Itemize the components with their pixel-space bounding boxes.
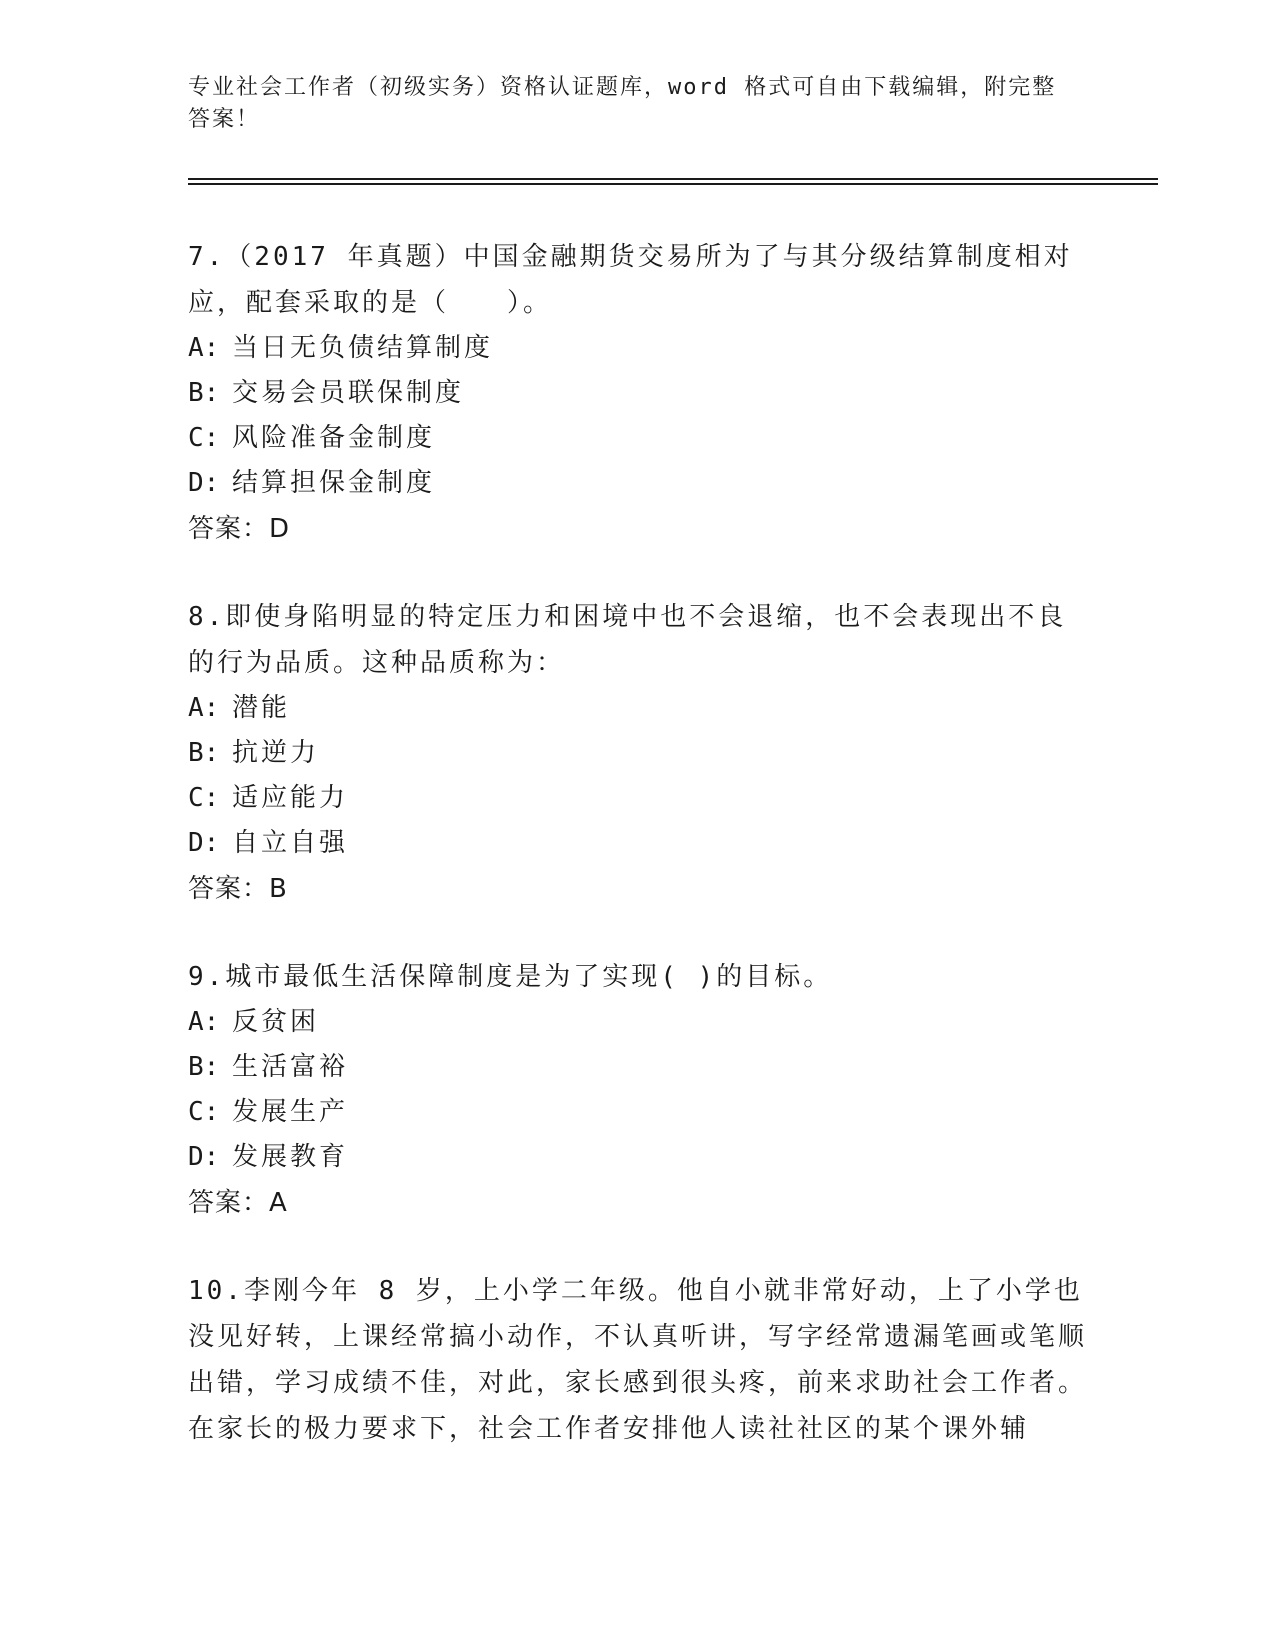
option-text: 生活富裕 (232, 1052, 349, 1082)
question-text: 7.（2017 年真题）中国金融期货交易所为了与其分级结算制度相对应，配套采取的是（ ）。 (188, 242, 1073, 318)
question-8 (188, 594, 1088, 912)
option-text: 发展生产 (232, 1097, 349, 1127)
option-letter: D: (188, 828, 220, 858)
option-text: 抗逆力 (232, 738, 320, 768)
answer-line (188, 506, 1088, 552)
option-b (188, 371, 1088, 416)
option-d (188, 1135, 1088, 1180)
answer-label: 答案： (188, 874, 270, 904)
page-header: 专业社会工作者（初级实务）资格认证题库，word 格式可自由下载编辑，附完整答案！ (188, 75, 1057, 132)
option-letter: A: (188, 333, 220, 363)
question-list (188, 234, 1088, 1494)
question-9 (188, 954, 1088, 1226)
answer-label: 答案： (188, 1188, 270, 1218)
question-text: 9.城市最低生活保障制度是为了实现( )的目标。 (188, 962, 833, 992)
header-rule-top (188, 178, 1158, 180)
answer-value: A (269, 1188, 288, 1218)
option-d (188, 461, 1088, 506)
option-letter: B: (188, 738, 220, 768)
answer-line (188, 866, 1088, 912)
option-a (188, 326, 1088, 371)
option-text: 自立自强 (232, 828, 349, 858)
question-7 (188, 234, 1088, 552)
answer-line (188, 1180, 1088, 1226)
option-text: 潜能 (232, 693, 291, 723)
option-letter: A: (188, 1007, 220, 1037)
header-rule-bottom (188, 183, 1158, 185)
answer-label: 答案： (188, 514, 270, 544)
answer-value: D (269, 514, 291, 544)
option-text: 发展教育 (232, 1142, 349, 1172)
option-letter: C: (188, 1097, 220, 1127)
option-text: 结算担保金制度 (232, 468, 436, 498)
question-text: 8.即使身陷明显的特定压力和困境中也不会退缩，也不会表现出不良的行为品质。这种品质称为： (188, 602, 1067, 678)
option-c (188, 1090, 1088, 1135)
option-c (188, 416, 1088, 461)
option-b (188, 731, 1088, 776)
option-letter: A: (188, 693, 220, 723)
option-text: 当日无负债结算制度 (232, 333, 494, 363)
option-letter: C: (188, 783, 220, 813)
option-d (188, 821, 1088, 866)
option-text: 反贫困 (232, 1007, 320, 1037)
option-letter: D: (188, 1142, 220, 1172)
question-10 (188, 1268, 1088, 1452)
option-letter: C: (188, 423, 220, 453)
question-text: 10.李刚今年 8 岁，上小学二年级。他自小就非常好动，上了小学也没见好转，上课经常搞小动作，不认真听讲，写字经常遗漏笔画或笔顺出错，学习成绩不佳，对此，家长感到很头疼，前来求助社会工作者。在家长的极力要求下，社会工作者安排他人读社社区的某个课外辅 (188, 1276, 1088, 1444)
option-b (188, 1045, 1088, 1090)
option-letter: B: (188, 1052, 220, 1082)
option-a (188, 686, 1088, 731)
option-letter: D: (188, 468, 220, 498)
option-text: 风险准备金制度 (232, 423, 436, 453)
option-text: 适应能力 (232, 783, 349, 813)
option-letter: B: (188, 378, 220, 408)
answer-value: B (269, 874, 288, 904)
option-c (188, 776, 1088, 821)
option-text: 交易会员联保制度 (232, 378, 465, 408)
option-a (188, 1000, 1088, 1045)
